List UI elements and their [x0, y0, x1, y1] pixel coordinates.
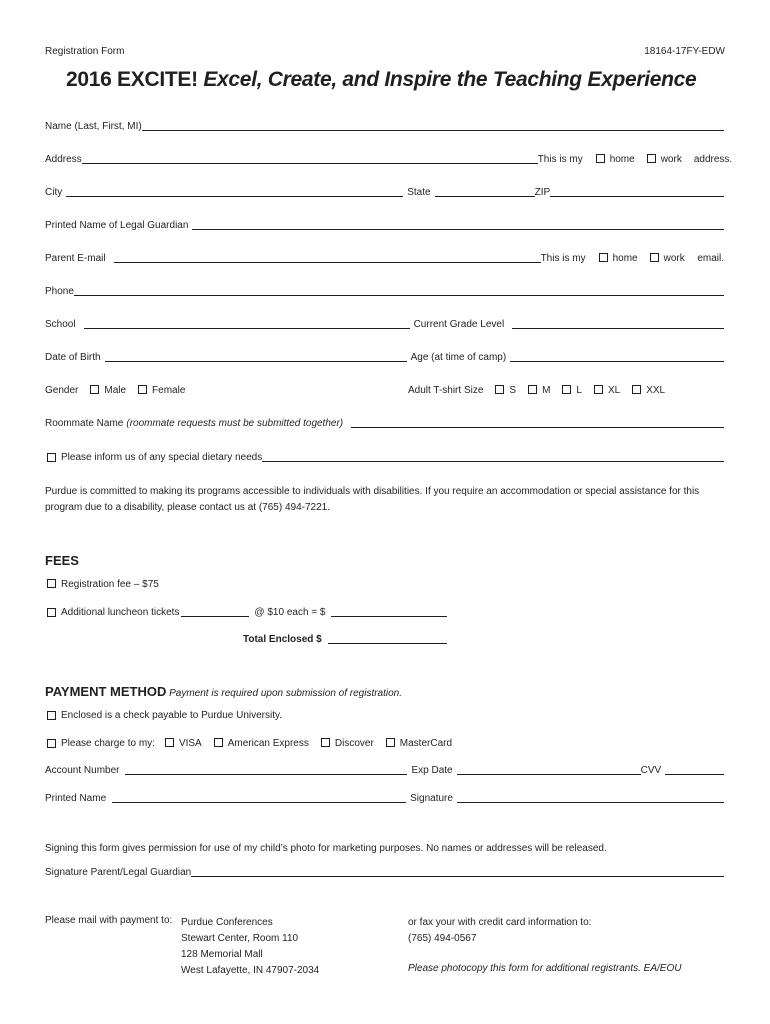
gender-male-option[interactable] — [90, 385, 126, 396]
school-label: School — [45, 319, 76, 330]
check-checkbox[interactable] — [47, 711, 56, 720]
grade-label: Current Grade Level — [413, 319, 505, 330]
total-row — [243, 632, 447, 645]
city-field[interactable] — [66, 196, 403, 197]
address-suffix: address. — [693, 154, 733, 165]
account-row — [45, 763, 724, 776]
size-l-checkbox[interactable] — [562, 385, 571, 394]
size-xl-label: XL — [607, 385, 621, 396]
check-label: Enclosed is a check payable to Purdue University. — [61, 710, 283, 721]
email-this-is-my-label: This is my — [540, 253, 586, 264]
check-row — [45, 708, 724, 721]
phone-row — [45, 284, 724, 297]
charge-checkbox[interactable] — [47, 739, 56, 748]
state-label: State — [407, 187, 431, 198]
form-code: 18164-17FY-EDW — [644, 46, 725, 57]
female-label: Female — [152, 385, 186, 396]
gender-female-option[interactable] — [138, 385, 185, 396]
guardian-label: Printed Name of Legal Guardian — [45, 220, 189, 231]
amex-option[interactable] — [214, 738, 309, 749]
dob-label: Date of Birth — [45, 352, 101, 363]
registration-fee-label: Registration fee – $75 — [61, 579, 159, 590]
email-work-checkbox[interactable] — [650, 253, 659, 262]
address-row — [45, 152, 733, 165]
dob-row — [45, 350, 724, 363]
size-xxl-label: XXL — [646, 385, 666, 396]
size-m-option[interactable] — [528, 385, 550, 396]
name-row — [45, 119, 724, 132]
grade-field[interactable] — [512, 328, 724, 329]
consent-text: Signing this form gives permission for use of my child’s photo for marketing purposes. No names or addresses will be released. — [45, 843, 607, 854]
zip-field[interactable] — [550, 196, 724, 197]
email-home-option[interactable] — [599, 253, 638, 264]
male-checkbox[interactable] — [90, 385, 99, 394]
exp-field[interactable] — [457, 774, 641, 775]
size-m-checkbox[interactable] — [528, 385, 537, 394]
size-xl-option[interactable] — [594, 385, 620, 396]
mail-address-line: West Lafayette, IN 47907-2034 — [181, 965, 320, 976]
size-m-label: M — [542, 385, 551, 396]
phone-label: Phone — [45, 286, 74, 297]
address-home-option[interactable] — [596, 154, 635, 165]
guardian-signature-label: Signature Parent/Legal Guardian — [45, 867, 192, 878]
charge-row — [45, 736, 724, 749]
guardian-field[interactable] — [192, 229, 724, 230]
payment-note: Payment is required upon submission of registration. — [169, 688, 403, 699]
visa-checkbox[interactable] — [165, 738, 174, 747]
address-field[interactable] — [82, 163, 538, 164]
dietary-label: Please inform us of any special dietary needs — [61, 452, 263, 463]
fax-number: (765) 494-0567 — [408, 933, 477, 944]
tshirt-row — [408, 383, 724, 396]
card-signature-field[interactable] — [457, 802, 724, 803]
age-label: Age (at time of camp) — [410, 352, 507, 363]
printed-name-label: Printed Name — [45, 793, 107, 804]
age-field[interactable] — [510, 361, 724, 362]
dob-field[interactable] — [105, 361, 407, 362]
email-field[interactable] — [114, 262, 541, 263]
mail-label: Please mail with payment to: — [45, 915, 173, 926]
title-plain: 2016 EXCITE! — [66, 68, 198, 91]
card-signature-label: Signature — [410, 793, 453, 804]
fees-heading: FEES — [45, 553, 79, 568]
page-title — [66, 68, 696, 92]
mastercard-checkbox[interactable] — [386, 738, 395, 747]
email-suffix: email. — [697, 253, 724, 264]
photocopy-note: Please photocopy this form for additional registrants. EA/EOU — [408, 963, 682, 974]
registration-fee-option[interactable] — [45, 579, 159, 590]
discover-option[interactable] — [321, 738, 374, 749]
luncheon-checkbox[interactable] — [47, 608, 56, 617]
address-label: Address — [45, 154, 82, 165]
tshirt-label: Adult T-shirt Size — [408, 385, 484, 396]
email-label: Parent E-mail — [45, 253, 106, 264]
guardian-row — [45, 218, 724, 231]
mail-address-line: Stewart Center, Room 110 — [181, 933, 299, 944]
dietary-checkbox[interactable] — [47, 453, 56, 462]
size-s-checkbox[interactable] — [495, 385, 504, 394]
registration-fee-checkbox[interactable] — [47, 579, 56, 588]
email-home-checkbox[interactable] — [599, 253, 608, 262]
email-work-label: work — [663, 253, 685, 264]
mail-address — [181, 915, 319, 979]
male-label: Male — [104, 385, 127, 396]
gender-label: Gender — [45, 385, 79, 396]
printed-name-row — [45, 791, 724, 804]
account-field[interactable] — [125, 774, 407, 775]
registration-fee-row — [45, 577, 724, 590]
luncheon-amount-field[interactable] — [331, 616, 447, 617]
amex-checkbox[interactable] — [214, 738, 223, 747]
fax-label: or fax your with credit card information to: — [408, 917, 592, 928]
state-field[interactable] — [435, 196, 535, 197]
address-home-label: home — [609, 154, 635, 165]
guardian-signature-field[interactable] — [191, 876, 724, 877]
zip-label: ZIP — [534, 187, 551, 198]
address-work-option[interactable] — [647, 154, 682, 165]
discover-label: Discover — [334, 738, 374, 749]
guardian-signature-row — [45, 865, 724, 878]
printed-name-field[interactable] — [112, 802, 406, 803]
name-label: Name (Last, First, MI) — [45, 121, 142, 132]
school-field[interactable] — [84, 328, 410, 329]
address-work-label: work — [660, 154, 682, 165]
roommate-row — [45, 416, 724, 429]
city-row — [45, 185, 724, 198]
address-home-checkbox[interactable] — [596, 154, 605, 163]
payment-heading-row — [45, 684, 402, 699]
luncheon-row — [45, 605, 447, 618]
female-checkbox[interactable] — [138, 385, 147, 394]
email-row — [45, 251, 724, 264]
fax-block — [408, 915, 591, 947]
dietary-row — [45, 450, 724, 463]
size-xxl-checkbox[interactable] — [632, 385, 641, 394]
mail-address-line: 128 Memorial Mall — [181, 949, 263, 960]
size-s-label: S — [509, 385, 517, 396]
school-row — [45, 317, 724, 330]
amex-label: American Express — [227, 738, 309, 749]
title-italic: Excel, Create, and Inspire the Teaching Experience — [203, 68, 697, 91]
cvv-label: CVV — [640, 765, 662, 776]
roommate-field[interactable] — [351, 427, 724, 428]
discover-checkbox[interactable] — [321, 738, 330, 747]
visa-label: VISA — [178, 738, 202, 749]
account-label: Account Number — [45, 765, 120, 776]
cvv-field[interactable] — [665, 774, 724, 775]
size-l-option[interactable] — [562, 385, 582, 396]
payment-heading: PAYMENT METHOD — [45, 684, 167, 699]
dietary-field[interactable] — [262, 461, 724, 462]
accessibility-note: Purdue is committed to making its programs accessible to individuals with disabilities. If you require an accommodation or special assistance for this program due to a disability, please contact us at (765) 494-7221. — [45, 486, 700, 513]
email-work-option[interactable] — [650, 253, 685, 264]
size-xl-checkbox[interactable] — [594, 385, 603, 394]
luncheon-each-label: @ $10 each = $ — [254, 607, 326, 618]
luncheon-label: Additional luncheon tickets — [61, 607, 180, 618]
mastercard-option[interactable] — [386, 738, 452, 749]
mastercard-label: MasterCard — [399, 738, 453, 749]
total-label: Total Enclosed $ — [243, 634, 322, 645]
size-xxl-option[interactable] — [632, 385, 665, 396]
exp-label: Exp Date — [411, 765, 453, 776]
address-this-is-my-label: This is my — [537, 154, 583, 165]
phone-field[interactable] — [74, 295, 724, 296]
email-home-label: home — [612, 253, 638, 264]
address-work-checkbox[interactable] — [647, 154, 656, 163]
roommate-label: Roommate Name — [45, 418, 124, 429]
size-s-option[interactable] — [495, 385, 516, 396]
mail-address-line: Purdue Conferences — [181, 917, 273, 928]
visa-option[interactable] — [165, 738, 202, 749]
name-field[interactable] — [142, 130, 724, 131]
form-label: Registration Form — [45, 46, 125, 57]
roommate-note: (roommate requests must be submitted together) — [126, 418, 344, 429]
luncheon-qty-field[interactable] — [181, 616, 249, 617]
total-field[interactable] — [328, 643, 447, 644]
city-label: City — [45, 187, 63, 198]
size-l-label: L — [576, 385, 582, 396]
charge-label: Please charge to my: — [61, 738, 155, 749]
